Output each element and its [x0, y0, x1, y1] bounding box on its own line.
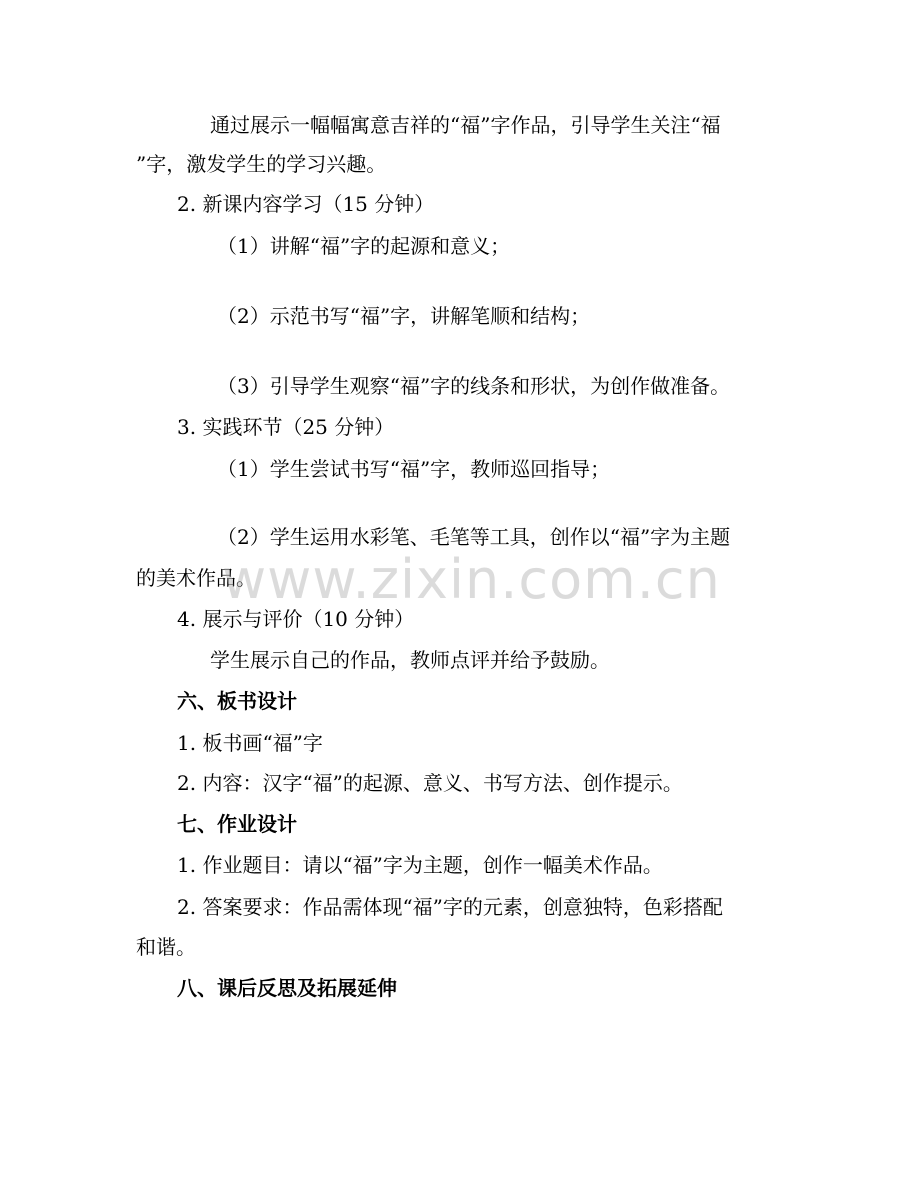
intro-line-2: ”字，激发学生的学习兴趣。	[136, 152, 387, 176]
step3-heading: 3. 实践环节（25 分钟）	[177, 415, 395, 439]
step4-heading: 4. 展示与评价（10 分钟）	[177, 607, 415, 631]
step3-item-1: （1）学生尝试书写“福”字，教师巡回指导；	[217, 457, 611, 481]
section6-heading: 六、板书设计	[177, 689, 297, 713]
step2-heading: 2. 新课内容学习（15 分钟）	[177, 192, 435, 216]
section7-item-1: 1. 作业题目：请以“福”字为主题，创作一幅美术作品。	[177, 853, 663, 877]
section7-heading: 七、作业设计	[177, 812, 297, 836]
section7-item-2-line-2: 和谐。	[136, 935, 196, 959]
section8-heading: 八、课后反思及拓展延伸	[177, 976, 397, 1000]
section7-item-2-line-1: 2. 答案要求：作品需体现“福”字的元素，创意独特，色彩搭配	[177, 895, 723, 919]
step3-item-2-line-2: 的美术作品。	[136, 566, 256, 590]
step2-item-3: （3）引导学生观察“福”字的线条和形状，为创作做准备。	[217, 374, 731, 398]
intro-line-1: 通过展示一幅幅寓意吉祥的“福”字作品，引导学生关注“福	[210, 113, 721, 137]
step4-body: 学生展示自己的作品，教师点评并给予鼓励。	[210, 648, 610, 672]
step2-item-1: （1）讲解“福”字的起源和意义；	[217, 234, 511, 258]
section6-item-1: 1. 板书画“福”字	[177, 731, 323, 755]
section6-item-2: 2. 内容：汉字“福”的起源、意义、书写方法、创作提示。	[177, 771, 683, 795]
step2-item-2: （2）示范书写“福”字，讲解笔顺和结构；	[217, 304, 591, 328]
watermark: www.zixin.com.cn	[222, 548, 721, 611]
step3-item-2-line-1: （2）学生运用水彩笔、毛笔等工具，创作以“福”字为主题	[217, 525, 731, 549]
